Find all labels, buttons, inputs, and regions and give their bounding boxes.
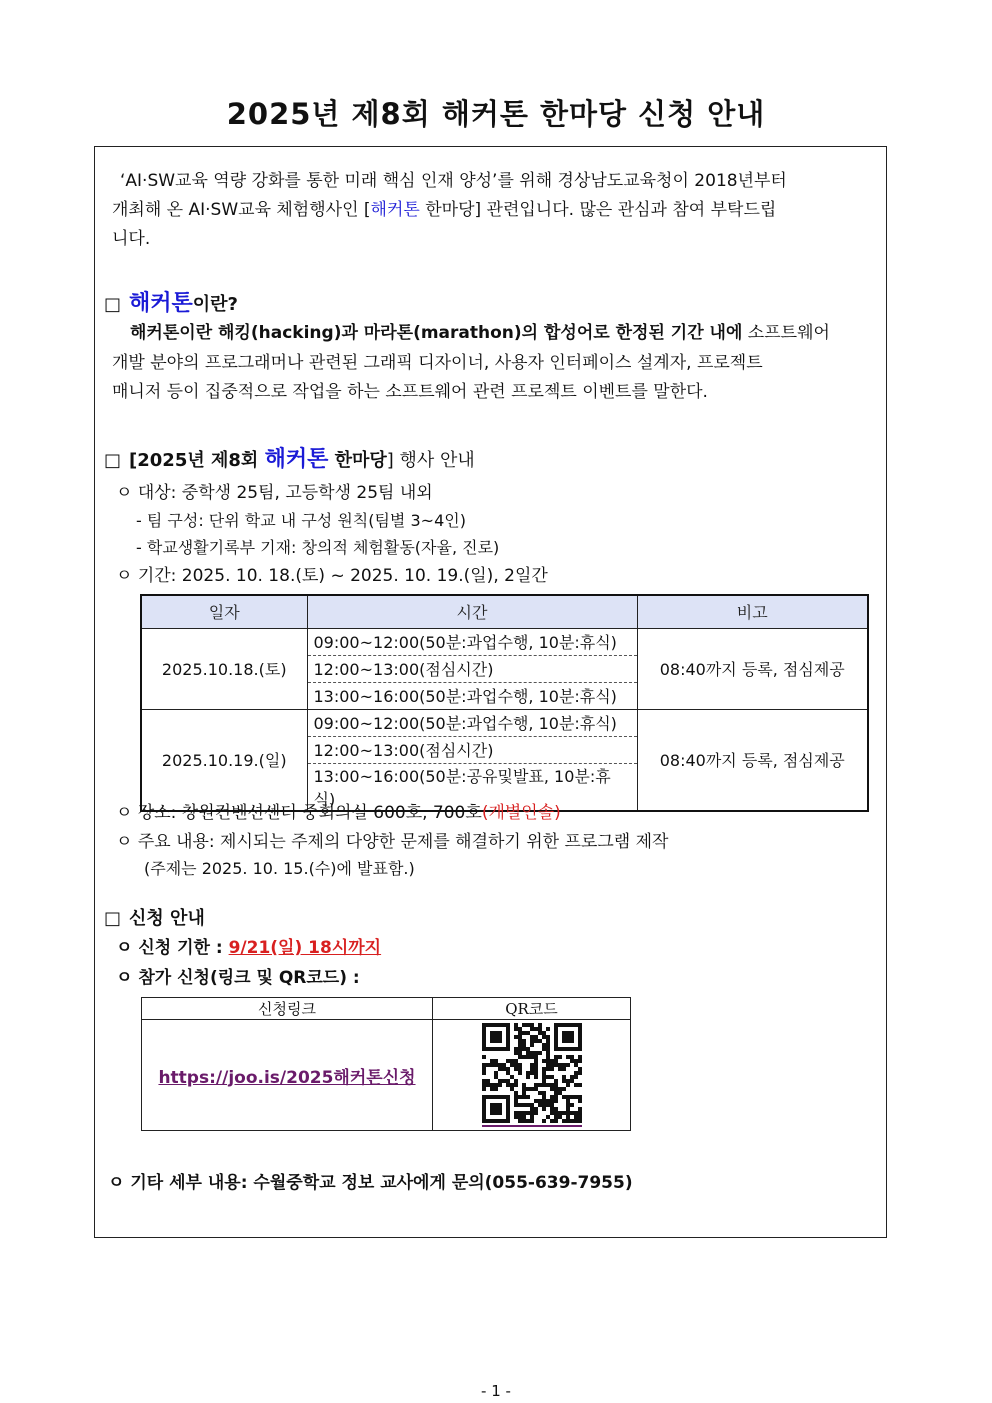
schedule-time: 12:00~13:00(점심시간) bbox=[307, 655, 637, 682]
schedule-time: 09:00~12:00(50분:과업수행, 10분:휴식) bbox=[307, 709, 637, 736]
event-content: ㅇ 주요 내용: 제시되는 주제의 다양한 문제를 해결하기 위한 프로그램 제작 bbox=[116, 832, 669, 852]
event-target: ㅇ 대상: 중학생 25팀, 고등학생 25팀 내외 bbox=[116, 483, 433, 503]
event-content-note: (주제는 2025. 10. 15.(수)에 발표함.) bbox=[144, 859, 415, 878]
page-title: 2025년 제8회 해커톤 한마당 신청 안내 bbox=[226, 97, 766, 131]
hackathon-def-line-2: 개발 분야의 프로그래머나 관련된 그래픽 디자이너, 사용자 인터페이스 설계자, 프로젝트 bbox=[112, 353, 763, 373]
hackathon-def-line-1: 해커톤이란 해킹(hacking)과 마라톤(marathon)의 합성어로 한정된 기간 내에 소프트웨어 bbox=[130, 323, 830, 343]
checkbox-square-icon: □ bbox=[104, 908, 122, 929]
event-period: ㅇ 기간: 2025. 10. 18.(토) ~ 2025. 10. 19.(일), 2일간 bbox=[116, 566, 548, 586]
schedule-time: 13:00~16:00(50분:과업수행, 10분:휴식) bbox=[307, 682, 637, 709]
schedule-date: 2025.10.18.(토) bbox=[141, 628, 307, 709]
qr-cell bbox=[433, 1020, 631, 1131]
apply-link[interactable]: https://joo.is/2025해커톤신청 bbox=[158, 1067, 416, 1088]
table-header: QR코드 bbox=[433, 998, 631, 1020]
schedule-time: 09:00~12:00(50분:과업수행, 10분:휴식) bbox=[307, 628, 637, 655]
event-record: - 학교생활기록부 기재: 창의적 체험활동(자율, 진로) bbox=[136, 538, 500, 557]
apply-method: ㅇ 참가 신청(링크 및 QR코드) : bbox=[116, 968, 360, 988]
qr-code-icon[interactable] bbox=[482, 1023, 582, 1127]
page-number: - 1 - bbox=[481, 1382, 511, 1400]
contact-info: ㅇ 기타 세부 내용: 수월중학교 정보 교사에게 문의(055-639-7955) bbox=[108, 1173, 633, 1193]
schedule-note: 08:40까지 등록, 점심제공 bbox=[637, 628, 868, 709]
checkbox-square-icon: □ bbox=[104, 450, 122, 471]
apply-link-cell bbox=[142, 1020, 433, 1131]
table-header: 시간 bbox=[307, 595, 637, 628]
intro-line-1: ‘AI·SW교육 역량 강화를 통한 미래 핵심 인재 양성’를 위해 경상남도교육청이 2018년부터 bbox=[120, 171, 787, 191]
schedule-date: 2025.10.19.(일) bbox=[141, 709, 307, 811]
schedule-time: 12:00~13:00(점심시간) bbox=[307, 736, 637, 763]
schedule-note: 08:40까지 등록, 점심제공 bbox=[637, 709, 868, 811]
schedule-time: 13:00~16:00(50분:공유및발표, 10분:휴식) bbox=[307, 763, 637, 811]
event-team: - 팀 구성: 단위 학교 내 구성 원칙(팀별 3~4인) bbox=[136, 511, 466, 530]
section-apply-heading: □ 신청 안내 bbox=[104, 908, 205, 929]
table-header: 신청링크 bbox=[142, 998, 433, 1020]
section-hackathon-heading: □ 해커톤이란? bbox=[104, 291, 238, 316]
schedule-table bbox=[140, 594, 869, 812]
section-event-heading: □ [2025년 제8회 해커톤 한마당] 행사 안내 bbox=[104, 447, 475, 472]
table-header: 일자 bbox=[141, 595, 307, 628]
hackathon-def-line-3: 매니저 등이 집중적으로 작업을 하는 소프트웨어 관련 프로젝트 이벤트를 말한다. bbox=[112, 382, 708, 402]
apply-table bbox=[141, 997, 631, 1131]
checkbox-square-icon: □ bbox=[104, 294, 122, 315]
table-header: 비고 bbox=[637, 595, 868, 628]
event-place: ㅇ 장소: 창원컨벤션센터 중회의실 600호, 700호(개별인솔) bbox=[116, 803, 561, 823]
intro-line-2: 개최해 온 AI·SW교육 체험행사인 [해커톤 한마당] 관련입니다. 많은 관심과 참여 부탁드립 bbox=[112, 200, 777, 220]
intro-line-3: 니다. bbox=[112, 229, 151, 249]
apply-deadline: ㅇ 신청 기한 : 9/21(일) 18시까지 bbox=[116, 938, 382, 958]
